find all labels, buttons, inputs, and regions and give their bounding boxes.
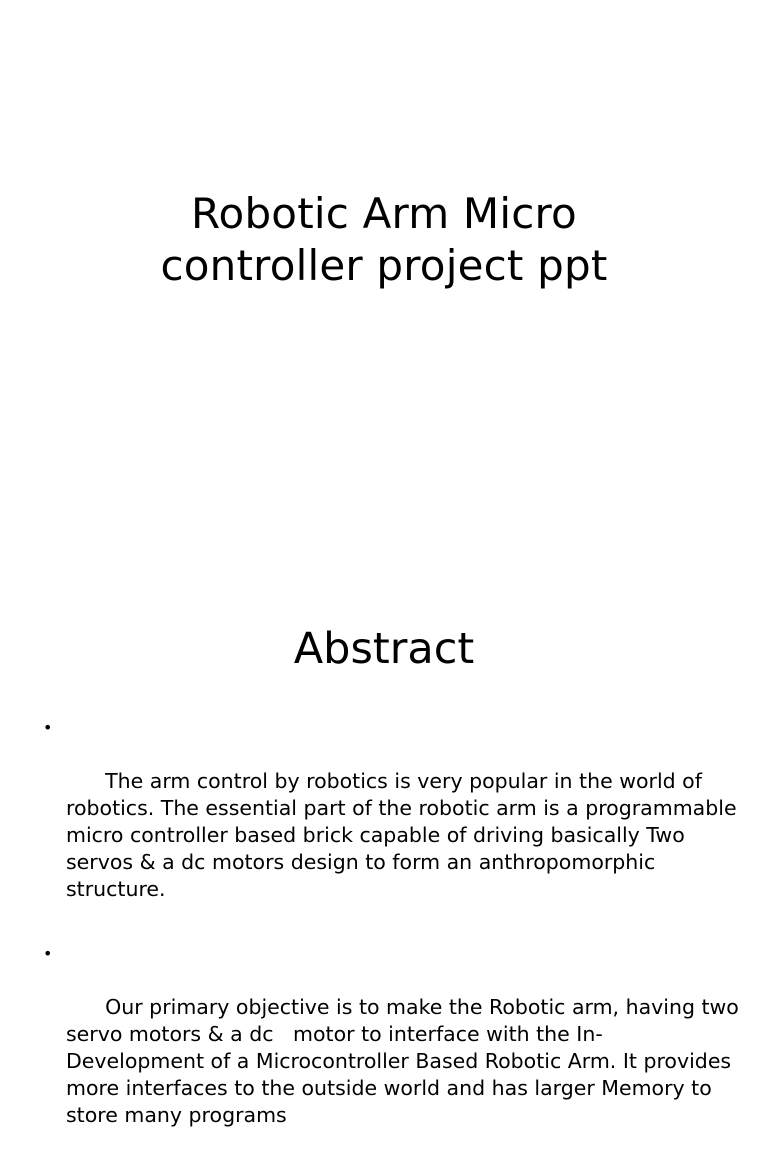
slide-title-line-2: controller project ppt — [160, 241, 608, 290]
abstract-heading: Abstract — [293, 624, 475, 674]
slide-title — [40, 188, 728, 292]
abstract-bullet-item — [40, 714, 744, 930]
slide-title-line-1: Robotic Arm Micro — [191, 189, 577, 238]
abstract-slide — [0, 576, 768, 1127]
bullet-icon: • — [43, 944, 53, 963]
title-slide — [0, 0, 768, 576]
abstract-bullet-text: Our primary objective is to make the Robotic arm, having two servo motors & a dc motor to interface with the In-Development of a Microcontroller Based Robotic Arm. It provides more interfaces to the outside world and has larger Memory to store many programs — [66, 995, 746, 1127]
bullet-icon: • — [43, 718, 53, 737]
abstract-bullet-text: The arm control by robotics is very popular in the world of robotics. The essential part of the robotic arm is a programmable micro controller based brick capable of driving basically Two servos & a dc motors design to form an anthropomorphic structure. — [66, 769, 744, 901]
abstract-bullet-item — [40, 940, 746, 1156]
abstract-bullet-list — [40, 714, 746, 1166]
